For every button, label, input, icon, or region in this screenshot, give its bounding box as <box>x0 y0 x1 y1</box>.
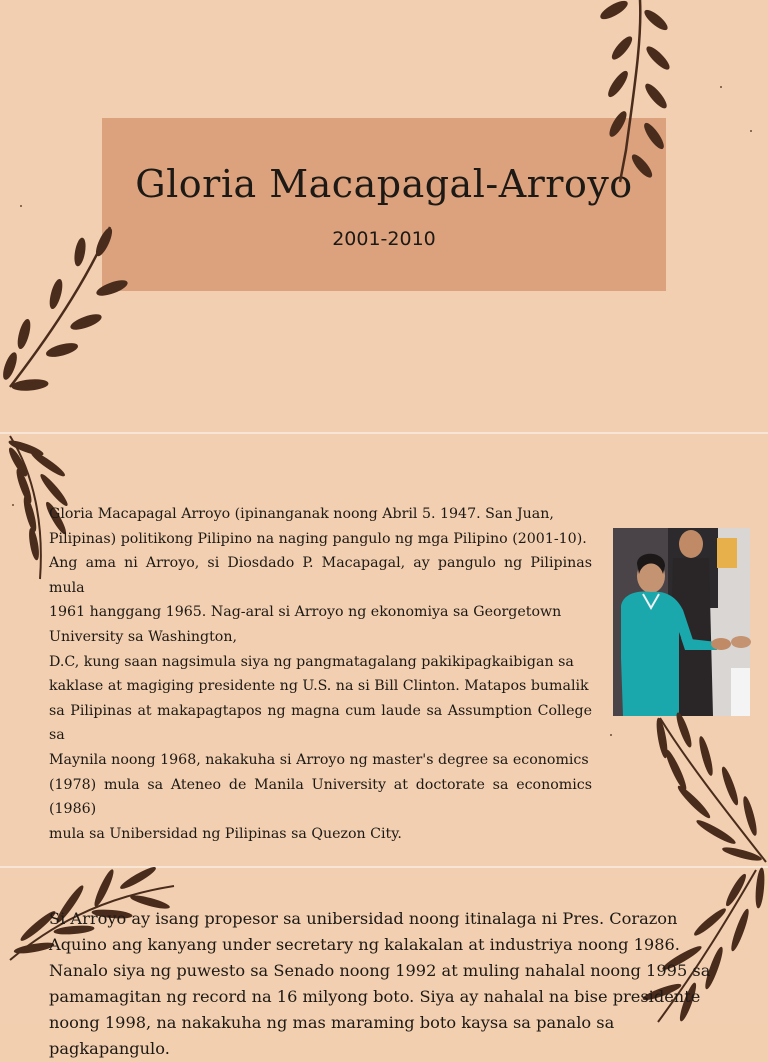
leaf-branch-icon <box>596 0 696 190</box>
decor-dot <box>20 205 22 207</box>
decor-dot <box>12 504 14 506</box>
decor-dot <box>720 86 722 88</box>
term-years: 2001-2010 <box>332 228 436 250</box>
bio-line: kaklase at magiging presidente ng U.S. na si Bill Clinton. Matapos bumalik <box>49 678 589 695</box>
bio-line: Pilipinas) politikong Pilipino na naging pangulo ng mga Pilipino (2001-10). <box>49 530 587 547</box>
bio-line: University sa Washington, <box>49 628 237 645</box>
biography-slide <box>0 434 768 866</box>
bio-line: sa Pilipinas at makapagtapos ng magna cum laude sa Assumption College sa <box>49 702 592 744</box>
career-slide <box>0 868 768 1058</box>
bio-line: Gloria Macapagal Arroyo (ipinanganak noong Abril 5. 1947. San Juan, <box>49 506 554 522</box>
bio-line: (1978) mula sa Ateneo de Manila University at doctorate sa economics (1986) <box>49 776 592 818</box>
title-box <box>102 118 666 291</box>
decor-dot <box>610 734 612 736</box>
bio-line: mula sa Unibersidad ng Pilipinas sa Quezon City. <box>49 825 402 842</box>
fern-leaf-icon <box>650 716 768 866</box>
bio-line: 1961 hanggang 1965. Nag-aral si Arroyo ng ekonomiya sa Georgetown <box>49 604 562 621</box>
title-slide <box>0 0 768 432</box>
career-paragraph: Si Arroyo ay isang propesor sa unibersidad noong itinalaga ni Pres. Corazon Aquino ang kanyang under secretary ng kalakalan at industriya noong 1986. Nanalo siya ng puwesto sa Senado noong 1992 at muling nahalal noong 1995 sa pamamagitan ng record na 16 milyong boto. Siya ay nahalal na bise presidente noong 1998, na nakakuha ng mas maraming boto kaysa sa panalo sa pagkapangulo. <box>49 909 711 1058</box>
leaf-branch-icon <box>0 222 130 397</box>
bio-line: Maynila noong 1968, nakakuha si Arroyo ng master's degree sa economics <box>49 751 589 768</box>
portrait-photo <box>613 528 750 716</box>
biography-paragraph <box>49 502 592 846</box>
bio-line: D.C, kung saan nagsimula siya ng pangmatagalang pakikipagkaibigan sa <box>49 653 574 670</box>
bio-line: Ang ama ni Arroyo, si Diosdado P. Macapagal, ay pangulo ng Pilipinas mula <box>49 555 592 596</box>
decor-dot <box>750 130 752 132</box>
slide-title: Gloria Macapagal-Arroyo <box>135 162 633 206</box>
